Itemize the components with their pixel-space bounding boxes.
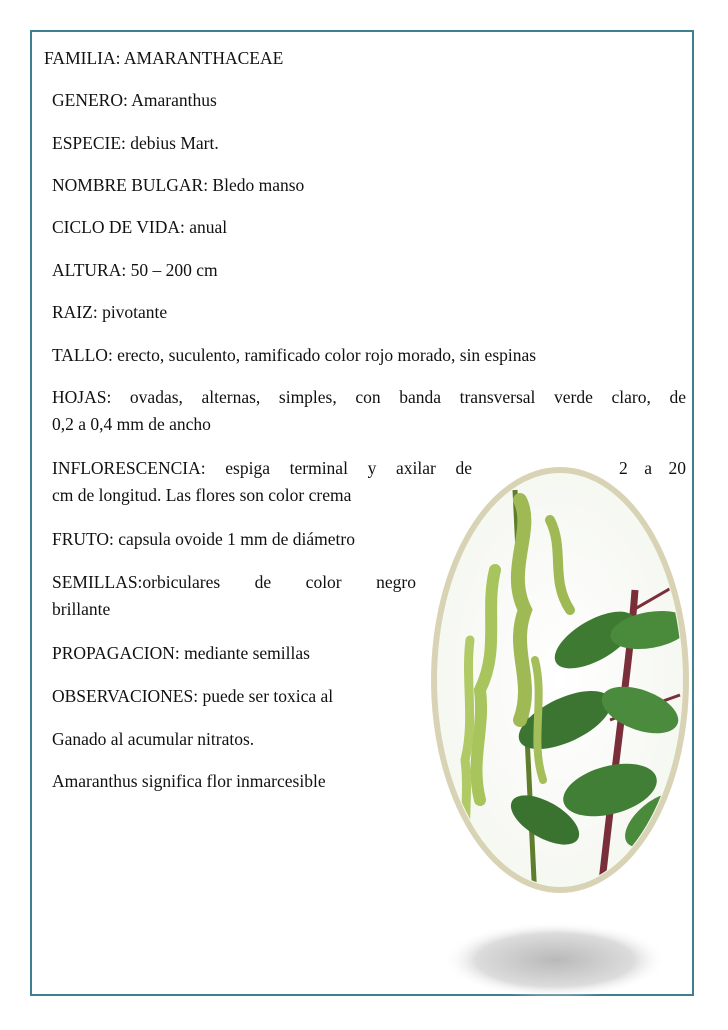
semillas-word: negro [376,572,416,592]
semillas-line-1 [52,571,416,593]
inflorescencia-word: de [455,458,472,478]
hojas-word: con [355,387,381,407]
inflorescencia-word: y [367,458,377,478]
familia-line: FAMILIA: AMARANTHACEAE [44,48,284,68]
significado-line: Amaranthus significa flor inmarcesible [52,771,326,791]
inflorescence-spike [518,500,525,720]
inflorescencia-word: espiga [225,458,270,478]
hojas-word: claro, [611,387,651,407]
fruto-line: FRUTO: capsula ovoide 1 mm de diámetro [52,529,355,549]
plant-illustration [425,460,695,900]
hojas-word: banda [399,387,442,407]
hojas-word: verde [554,387,593,407]
inflorescencia-word: 2 [619,458,628,478]
raiz-line: RAIZ: pivotante [52,302,168,322]
hojas-word: simples, [278,387,337,407]
genero-line: GENERO: Amaranthus [52,90,217,110]
especie-line: ESPECIE: debius Mart. [52,133,219,153]
inflorescencia-line-2: cm de longitud. Las flores son color crema [52,485,352,505]
inflorescence-spike [465,640,470,880]
semillas-line-2: brillante [52,599,111,619]
inflorescencia-word: a [644,458,653,478]
inflorescence-spike [535,660,543,780]
semillas-word: de [254,572,272,592]
inflorescencia-line-1a [52,457,472,479]
semillas-word: color [305,572,342,592]
amaranthus-plant-image [425,460,695,900]
observaciones-line: OBSERVACIONES: puede ser toxica al [52,686,334,706]
hojas-word: HOJAS: [52,387,112,407]
altura-line: ALTURA: 50 – 200 cm [52,260,218,280]
hojas-word: de [669,387,686,407]
hojas-word: alternas, [201,387,261,407]
inflorescencia-word: INFLORESCENCIA: [52,458,206,478]
semillas-word: SEMILLAS:orbiculares [52,572,221,592]
nombre-vulgar-line: NOMBRE BULGAR: Bledo manso [52,175,305,195]
hojas-line-2: 0,2 a 0,4 mm de ancho [52,414,211,434]
hojas-line-1 [52,386,686,408]
oval-shadow [440,920,670,1000]
hojas-word: transversal [459,387,536,407]
inflorescencia-word: 20 [668,458,686,478]
ganado-line: Ganado al acumular nitratos. [52,729,255,749]
tallo-line: TALLO: erecto, suculento, ramificado color rojo morado, sin espinas [52,345,537,365]
ciclo-de-vida-line: CICLO DE VIDA: anual [52,217,228,237]
hojas-word: ovadas, [129,387,183,407]
inflorescencia-word: terminal [289,458,348,478]
propagacion-line: PROPAGACION: mediante semillas [52,643,310,663]
inflorescencia-word: axilar [395,458,436,478]
